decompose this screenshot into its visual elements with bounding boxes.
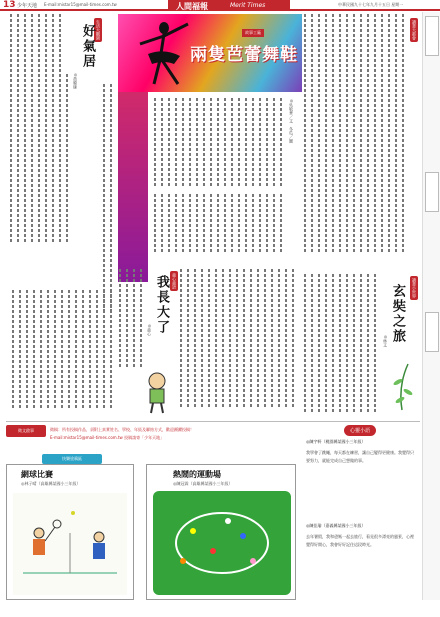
text-column [175,194,177,254]
text-column [208,269,210,409]
text-column [231,194,233,254]
text-column [360,14,362,254]
story-lingua [118,265,302,420]
text-column [271,269,273,409]
text-column [168,194,170,254]
story-left-top [6,14,114,314]
text-column [238,98,240,188]
text-column [243,269,245,409]
text-column [12,290,14,410]
tennis-drawing [13,493,127,595]
text-column [231,98,233,188]
text-column [311,274,313,414]
drawing-credit: ◎陳冠霖（高雄縣某國小三年級） [173,481,233,486]
text-column [96,290,98,410]
text-column [10,14,12,244]
drawing-title: 熱鬧的運動場 [173,470,221,479]
text-column [353,14,355,254]
text-column [346,14,348,254]
column-tag: 故事工廠 [242,29,264,37]
text-column [187,269,189,409]
drawing-credit: ◎林子晴（高雄縣某國小三年級） [21,481,81,486]
text-column [89,290,91,410]
text-column [203,98,205,188]
text-column [38,14,40,244]
text-column [26,290,28,410]
text-column [229,269,231,409]
adjacent-page-strip [422,12,440,600]
text-column [103,84,105,314]
text-column [17,14,19,244]
text-column [45,14,47,244]
text-column [224,98,226,188]
text-column [278,269,280,409]
text-column [19,290,21,410]
entry-author: ◎陳宇軒（桃園縣某國小三年級） [306,439,366,444]
text-column [180,269,182,409]
text-column [175,98,177,188]
story-xuan [302,270,420,420]
column-tag: 生活大觀園 [96,20,101,40]
text-column [280,98,282,188]
issue-date: 中華民國九十七年九月十五日 星期一 [338,2,404,7]
art-section-tag: 快樂塗鴉區 [42,454,102,464]
text-column [215,269,217,409]
submission-notice [6,423,296,449]
strip-block [425,16,439,56]
leaf-decoration [388,362,416,412]
column-tag: 讀書大都會 [412,20,417,40]
text-column [245,98,247,188]
text-column [154,98,156,188]
text-column [203,194,205,254]
text-column [61,290,63,410]
story-title: 我長大了 [154,275,169,335]
illustration-strip [118,92,148,282]
text-column [339,14,341,254]
text-column [189,194,191,254]
column-tag: 讀書小世界 [412,278,417,298]
story-title: 兩隻芭蕾舞鞋 [190,45,298,65]
text-column [292,269,294,409]
masthead-subtitle: Merit Times [230,2,266,9]
text-column [75,290,77,410]
field-drawing [153,491,291,595]
text-column [196,194,198,254]
text-column [374,274,376,414]
text-column [182,98,184,188]
entry-text: 去年暑假，我和爸媽一起去旅行，看見很多漂亮的風景，心裡覺得好開心，我會好好記住這段時光。 [306,534,414,547]
drawing-sports-field [146,464,296,600]
text-column [266,98,268,188]
section-name: 少年天地 [17,3,38,9]
page-header [0,0,440,11]
text-column [395,14,397,254]
text-column [133,269,135,369]
text-column [154,194,156,254]
story-ballet [118,14,302,264]
column-tag: 童心童語 [172,273,177,289]
notice-line[interactable]: E-mail:mistar15@mail-times.com.tw 投稿請寄「少年天地」 [50,435,165,440]
text-column [332,14,334,254]
drawing-tennis [6,464,134,600]
text-column [318,274,320,414]
text-column [161,194,163,254]
header-email[interactable]: E-mail:mistar15@mail-times.com.tw [44,2,117,7]
text-column [346,274,348,414]
text-column [82,290,84,410]
drawing-title: 網球比賽 [21,470,53,479]
text-column [217,98,219,188]
text-column [236,269,238,409]
text-column [161,98,163,188]
text-column [168,98,170,188]
text-column [264,269,266,409]
strip-block [425,312,439,352]
section-divider [6,421,420,422]
text-column [381,14,383,254]
text-column [31,14,33,244]
child-illustration [142,371,172,415]
masthead [168,0,290,11]
notice-line: 徵稿：所有投稿作品，須附上真實姓名、學校、年級及聯絡方式，歡迎踴躍投稿！ [50,427,194,432]
entry-text: 我學會了跳繩，每天都在練習，讓自己變得更健康。我覺得只要努力，就能完成自己想做的事。 [306,450,414,463]
text-column [140,269,142,369]
text-column [273,98,275,188]
text-column [47,290,49,410]
text-column [210,98,212,188]
text-column [250,269,252,409]
text-column [402,14,404,254]
story-title: 好氣居 [80,24,95,69]
text-column [238,194,240,254]
field-figures [153,491,291,595]
text-column [304,274,306,414]
story-left-bottom [6,290,118,420]
strip-block [425,172,439,212]
text-column [367,274,369,414]
text-column [374,14,376,254]
text-column [222,269,224,409]
text-column [201,269,203,409]
text-column [52,14,54,244]
text-column [259,98,261,188]
notice-tag: 徵文啟事 [6,425,46,437]
text-column [285,269,287,409]
text-column [126,269,128,369]
text-column [266,194,268,254]
text-column [103,290,105,410]
text-column [59,14,61,244]
text-column [217,194,219,254]
reflections-column [302,423,420,600]
text-column [280,194,282,254]
text-column [318,14,320,254]
text-column [245,194,247,254]
text-column [325,14,327,254]
story-author: ◎林文 [383,334,388,347]
text-column [33,290,35,410]
text-column [257,269,259,409]
text-column [367,14,369,254]
story-author: ◎黃曉臻 [73,72,78,89]
text-column [353,274,355,414]
text-column [339,274,341,414]
entry-author: ◎陳佳瑜（嘉義縣某國小三年級） [306,523,366,528]
text-column [311,14,313,254]
masthead-title: 人間福報 [176,1,208,11]
text-column [110,84,112,314]
text-column [196,98,198,188]
column-title: 心靈小語 [344,425,376,436]
text-column [110,290,112,410]
text-column [273,194,275,254]
story-author: ◎吳敏華／文 冬瓜／圖 [289,98,294,143]
text-column [189,98,191,188]
story-author: ◎童心 [147,323,152,336]
story-title: 玄奘之旅 [390,284,405,344]
title-banner [118,14,302,92]
story-right-top [302,14,420,269]
text-column [66,74,68,244]
text-column [224,194,226,254]
text-column [332,274,334,414]
text-column [119,269,121,369]
text-column [252,98,254,188]
text-column [252,194,254,254]
text-column [194,269,196,409]
text-column [388,14,390,254]
text-column [182,194,184,254]
text-column [54,290,56,410]
text-column [304,14,306,254]
text-column [210,194,212,254]
text-column [68,290,70,410]
text-column [360,274,362,414]
text-column [40,290,42,410]
text-column [259,194,261,254]
page-number: 13 [3,0,16,10]
text-column [24,14,26,244]
text-column [325,274,327,414]
